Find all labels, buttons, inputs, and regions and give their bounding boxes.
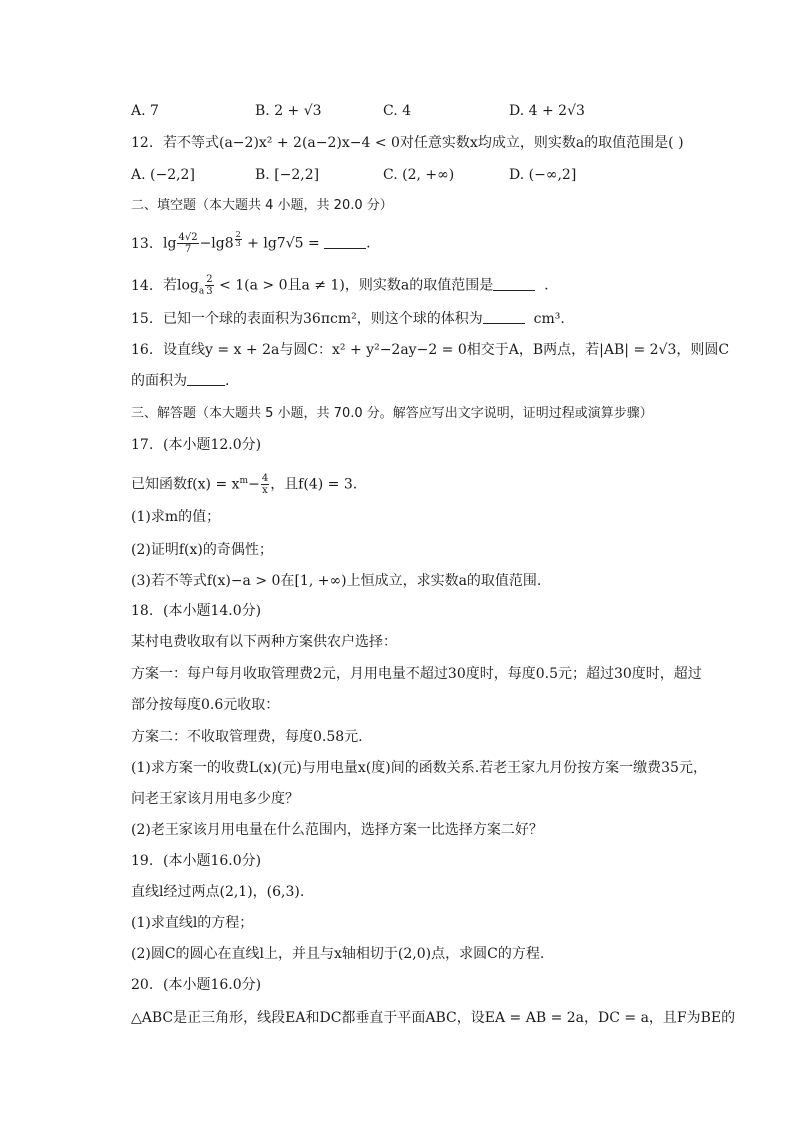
q15-text: 已知一个球的表面积为36πcm²，则这个球的体积为 [163,311,483,327]
q13-exponent-bottom: 3 [235,239,241,248]
q14-fraction-bottom: 3 [206,286,213,297]
q17-stem-fraction-top: 4 [261,473,269,485]
q17-score: (本小题12.0分) [163,437,262,453]
q12-number: 12. [131,135,154,151]
q18-line2: 方案一：每户每月收取管理费2元，月用电量不超过30度时，每度0.5元；超过30度时，超过 [131,666,702,682]
q20-score: (本小题16.0分) [163,977,262,993]
q11-option-a: A. 7 [131,103,159,119]
q12-text: 若不等式(a−2)x² + 2(a−2)x−4 < 0对任意实数x均成立，则实数a的取值范围是( ) [163,135,684,151]
q16-line1: 设直线y = x + 2a与圆C：x² + y²−2ay−2 = 0相交于A，B两点，若|AB| = 2√3，则圆C [163,342,730,358]
q14-base: a [198,286,205,297]
q17-part1: (1)求m的值； [131,509,221,525]
q17-part3: (3)若不等式f(x)−a > 0在[1, +∞)上恒成立，求实数a的取值范围. [131,573,542,589]
q13-minus-lg8: −lg8 [199,235,234,252]
q13-answer-blank[interactable] [324,236,366,249]
q14-fraction [205,274,213,297]
q18-line4: 方案二：不收取管理费，每度0.58元. [131,729,363,745]
q18-line7: (2)老王家该月用电量在什么范围内，选择方案一比选择方案二好？ [131,822,543,838]
q19-line3: (2)圆C的圆心在直线l上，并且与x轴相切于(2,0)点，求圆C的方程. [131,946,545,962]
q16-end: . [225,373,230,389]
q13-fraction-top: 4√2 [178,232,198,244]
q14-stem [131,274,549,301]
q12-option-a: A. (−2,2] [131,167,195,183]
q18-line6: 问老王家该月用电多少度？ [131,791,299,807]
q16-answer-blank[interactable] [187,373,225,386]
q18-line3: 部分按每度0.6元收取： [131,697,280,713]
q11-option-b: B. 2 + √3 [255,103,322,119]
q13-exponent-top: 2 [235,230,241,239]
q14-pre: 若log [163,277,199,294]
q13-exponent [235,231,242,248]
q18-header [131,601,261,621]
q15-answer-blank[interactable] [483,311,525,324]
q13-tail: + lg7√5 = [242,235,325,252]
q17-stem-fraction-bottom: x [262,485,268,497]
q13-lg: lg [163,235,177,252]
q14-answer-blank[interactable] [493,278,535,291]
q11-option-c: C. 4 [383,103,412,119]
q17-stem-pre: 已知函数f(x) = x [131,476,240,493]
q16-number: 16. [131,342,154,358]
q17-stem-minus: − [248,476,260,493]
q17-stem-fraction [261,473,269,496]
q14-number: 14. [131,277,154,294]
q15-stem [131,309,565,329]
q14-post: < 1(a > 0且a ≠ 1)，则实数a的取值范围是 [214,277,494,294]
q17-stem-post: ，且f(4) = 3. [270,476,358,493]
q13-stem [131,230,371,255]
q18-line1: 某村电费收取有以下两种方案供农户选择： [131,634,397,650]
q12-option-d: D. (−∞,2] [509,167,577,183]
q19-line2: (1)求直线l的方程； [131,915,254,931]
q13-fraction [177,232,198,255]
q13-number: 13. [131,235,154,252]
q18-line5: (1)求方案一的收费L(x)(元)与用电量x(度)间的函数关系.若老王家九月份按方案一缴费35元， [131,760,707,776]
q19-line1: 直线l经过两点(2,1)，(6,3). [131,884,305,900]
q17-stem-exponent: m [239,476,249,486]
q18-score: (本小题14.0分) [163,603,262,619]
q20-header [131,975,261,995]
q19-number: 19. [131,853,154,869]
q15-unit: cm³. [533,311,565,327]
q16-stem-line2 [131,371,229,391]
q13-end: . [366,235,371,252]
q20-line1: △ABC是正三角形，线段EA和DC都垂直于平面ABC，设EA = AB = 2a，DC = a，且F为BE的 [131,1010,736,1026]
q11-option-d: D. 4 + 2√3 [509,103,585,119]
q12-option-b: B. [−2,2] [255,167,320,183]
q16-line2: 的面积为 [131,373,187,389]
q17-number: 17. [131,437,154,453]
q19-score: (本小题16.0分) [163,853,262,869]
q17-part2: (2)证明f(x)的奇偶性； [131,542,273,558]
q17-header [131,435,261,455]
q15-number: 15. [131,311,154,327]
q14-fraction-top: 2 [206,274,213,285]
q12-option-c: C. (2, +∞) [383,167,455,183]
q20-number: 20. [131,977,154,993]
q13-fraction-bottom: 7 [184,244,192,256]
q18-number: 18. [131,603,154,619]
q16-stem-line1 [131,340,729,360]
q17-stem [131,471,357,496]
q14-end: . [544,277,549,294]
section-fill-in-title: 二、填空题（本大题共 4 小题，共 20.0 分） [131,198,393,213]
q12-stem [131,133,684,153]
q19-header [131,851,261,871]
section-solution-title: 三、解答题（本大题共 5 小题，共 70.0 分。解答应写出文字说明，证明过程或演算步骤） [131,406,653,421]
